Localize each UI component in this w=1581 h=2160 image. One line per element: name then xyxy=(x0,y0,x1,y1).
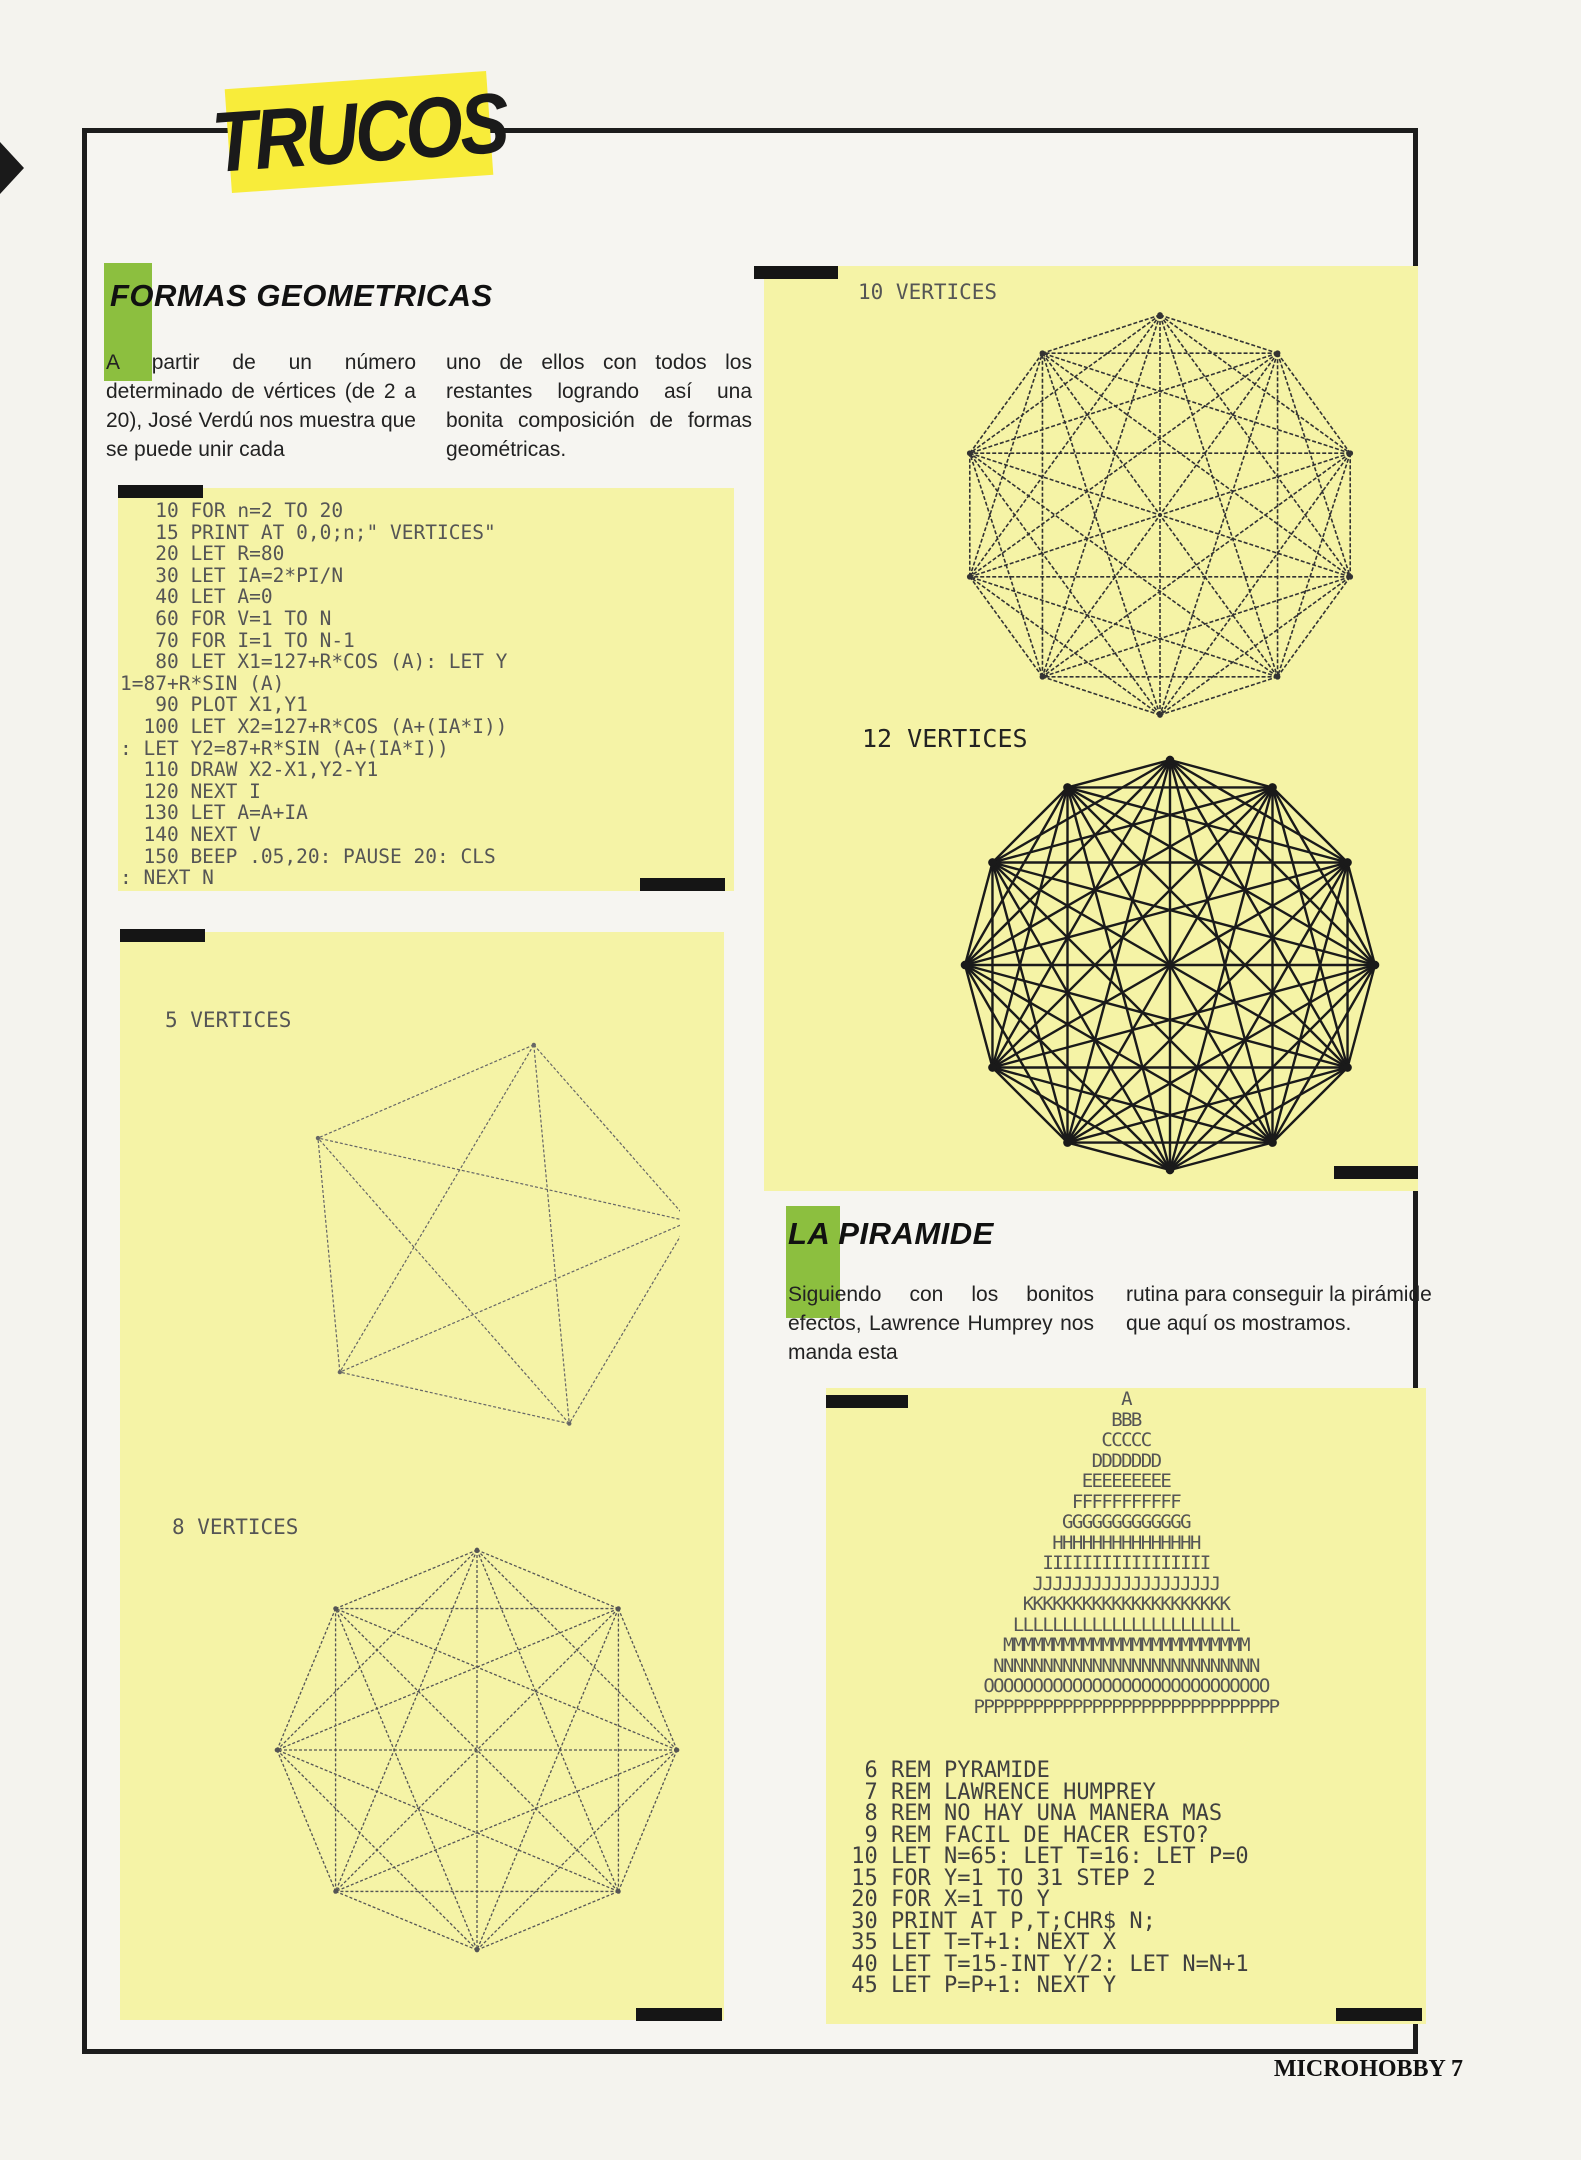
polygon-vertex xyxy=(1347,450,1353,456)
panel-tab xyxy=(120,929,205,942)
pyramid-row: CCCCC xyxy=(1101,1429,1151,1451)
panel-tab xyxy=(1336,2008,1422,2021)
polygon-edge xyxy=(1278,577,1351,677)
polygon-vertex xyxy=(1063,1138,1072,1147)
pyramid-row: PPPPPPPPPPPPPPPPPPPPPPPPPPPPPPP xyxy=(973,1695,1279,1718)
pyramid-row: FFFFFFFFFFF xyxy=(1071,1490,1181,1513)
polygon-edge xyxy=(336,1750,677,1891)
polygon-figure-8 xyxy=(272,1530,682,1970)
article2-column2: rutina para conseguir la pirámide que aquí os mostramos. xyxy=(1126,1283,1432,1335)
polygon-edge xyxy=(1160,315,1350,577)
polygon-edge xyxy=(970,315,1160,577)
polygon-vertex xyxy=(1343,1063,1352,1072)
polygon-vertex xyxy=(616,1606,621,1611)
polygon-edge xyxy=(1160,677,1278,715)
polygon-edge xyxy=(965,965,1273,1143)
polygon-edge xyxy=(970,453,1160,715)
panel-tab xyxy=(118,485,203,498)
polygon-figure-5 xyxy=(300,1020,680,1460)
polygon-vertex xyxy=(338,1370,342,1374)
polygon-edge xyxy=(970,577,1043,677)
polygon-vertex xyxy=(1268,783,1277,792)
polygon-edge xyxy=(318,1138,340,1372)
polygon-edge xyxy=(340,1372,569,1423)
panel-tab xyxy=(640,878,725,891)
polygon-vertex xyxy=(275,1748,280,1753)
section-title: TRUCOS xyxy=(208,74,510,190)
figure-label-8: 8 VERTICES xyxy=(172,1515,299,1539)
polygon-edge xyxy=(970,453,1043,677)
figure-label-12: 12 VERTICES xyxy=(862,724,1028,753)
polygon-vertex xyxy=(475,1548,480,1553)
polygon-edge xyxy=(970,353,1043,577)
polygon-vertex xyxy=(1040,350,1046,356)
pyramid-row: IIIIIIIIIIIIIIIII xyxy=(1042,1552,1210,1574)
polygon-vertex xyxy=(333,1889,338,1894)
polygon-vertex xyxy=(616,1889,621,1894)
polygon-edge xyxy=(477,1609,618,1950)
polygon-edge xyxy=(1068,787,1376,965)
polygon-edge xyxy=(970,353,1043,453)
pyramid-row: BBB xyxy=(1111,1408,1141,1431)
polygon-vertex xyxy=(988,1063,997,1072)
page-footer: MICROHOBBY 7 xyxy=(1273,2056,1463,2082)
polygon-edge xyxy=(970,577,1278,677)
polygon-edge xyxy=(1278,353,1351,453)
polygon-edge xyxy=(1160,315,1278,353)
article2-title: LA PIRAMIDE xyxy=(788,1216,994,1251)
pyramid-row: JJJJJJJJJJJJJJJJJJJ xyxy=(1032,1572,1220,1595)
polygon-edge xyxy=(336,1609,477,1950)
polygon-vertex xyxy=(532,1043,536,1047)
polygon-figure-10 xyxy=(950,300,1370,730)
polygon-edge xyxy=(970,353,1278,453)
polygon-edge xyxy=(1042,353,1350,453)
polygon-edge xyxy=(618,1750,677,1891)
polygon-edge xyxy=(569,1221,680,1423)
polygon-edge xyxy=(970,453,1278,677)
polygon-vertex xyxy=(1275,674,1281,680)
polygon-edge xyxy=(336,1609,677,1750)
polygon-edge xyxy=(318,1138,569,1424)
polygon-edge xyxy=(970,577,1160,715)
polygon-vertex xyxy=(967,450,973,456)
figure-label-5: 5 VERTICES xyxy=(165,1008,292,1032)
polygon-edge xyxy=(992,863,1170,1171)
polygon-edge xyxy=(477,1550,618,1609)
polygon-edge xyxy=(318,1045,534,1138)
panel-tab xyxy=(754,266,838,279)
polygon-vertex xyxy=(1371,961,1380,970)
polygon-edge xyxy=(1042,677,1160,715)
polygon-vertex xyxy=(1347,574,1353,580)
article1-title: FORMAS GEOMETRICAS xyxy=(110,278,493,313)
margin-arrow-icon xyxy=(0,142,24,194)
polygon-edge xyxy=(477,1550,618,1891)
polygon-vertex xyxy=(475,1948,480,1953)
polygon-vertex xyxy=(316,1136,320,1140)
polygon-edge xyxy=(1160,453,1350,715)
article1-column2: uno de ellos con todos los restantes logrando así una bonita composición de formas geométricas. xyxy=(446,351,752,461)
pyramid-row: EEEEEEEEE xyxy=(1081,1470,1171,1492)
pyramid-row: A xyxy=(1121,1388,1131,1410)
polygon-edge xyxy=(1042,577,1350,677)
polygon-vertex xyxy=(675,1748,680,1753)
polygon-vertex xyxy=(967,574,973,580)
pyramid-row: KKKKKKKKKKKKKKKKKKKKK xyxy=(1022,1593,1230,1615)
pyramid-row: LLLLLLLLLLLLLLLLLLLLLLL xyxy=(1012,1613,1240,1636)
polygon-vertex xyxy=(961,961,970,970)
section-banner xyxy=(208,71,510,193)
pyramid-row: HHHHHHHHHHHHHHH xyxy=(1052,1531,1200,1554)
polygon-edge xyxy=(1042,315,1160,353)
polygon-vertex xyxy=(1157,712,1163,718)
polygon-edge xyxy=(340,1221,680,1372)
pyramid-row: MMMMMMMMMMMMMMMMMMMMMMMMM xyxy=(1003,1634,1249,1656)
basic-listing-geometric: 10 FOR n=2 TO 20 15 PRINT AT 0,0;n;" VERTICES" 20 LET R=80 30 LET IA=2*PI/N 40 LET A=0 60 FOR V=1 TO N 70 FOR I=1 TO N-1 80 LET X1=127+R*COS (A): LET Y 1=87+R*SIN (A) 90 PLOT X1,Y1 100 LET X2=127+R*COS (A+(IA*I)) : LET Y2=87+R*SIN (A+(IA*I)) 110 DRAW X2-X1,Y2-Y1 120 NEXT I 130 LET A=A+IA 140 NEXT V 150 BEEP .05,20: PAUSE 20: CLS : NEXT N xyxy=(120,499,508,890)
polygon-figure-12 xyxy=(960,740,1380,1190)
polygon-edge xyxy=(277,1750,618,1891)
polygon-vertex xyxy=(333,1606,338,1611)
polygon-edge xyxy=(618,1609,677,1750)
basic-listing-pyramid: 6 REM PYRAMIDE 7 REM LAWRENCE HUMPREY 8 REM NO HAY UNA MANERA MAS 9 REM FACIL DE HACER ESTO? 10 LET N=65: LET T=16: LET P=0 15 FOR Y=1 TO 31 STEP 2 20 FOR X=1 TO Y 30 PRINT AT P,T;CHR$ N; 35 LET T=T+1: NEXT X 40 LET T=15-INT Y/2: LET N=N+1 45 LET P=P+1: NEXT Y xyxy=(851,1758,1249,1998)
pyramid-row: OOOOOOOOOOOOOOOOOOOOOOOOOOOOO xyxy=(983,1675,1269,1697)
panel-tab xyxy=(636,2008,722,2021)
polygon-edge xyxy=(534,1045,569,1424)
figure-label-10: 10 VERTICES xyxy=(858,280,998,304)
polygon-vertex xyxy=(988,858,997,867)
polygon-edge xyxy=(318,1138,680,1221)
polygon-edge xyxy=(336,1550,477,1891)
polygon-vertex xyxy=(1268,1138,1277,1147)
article2-column1: Siguiendo con los bonitos efectos, Lawrence Humprey nos manda esta xyxy=(788,1283,1094,1364)
polygon-vertex xyxy=(1157,312,1163,318)
polygon-vertex xyxy=(567,1421,571,1425)
article1-column1: A partir de un número determinado de vértices (de 2 a 20), José Verdú nos muestra que se puede unir cada xyxy=(106,351,416,461)
pyramid-row: DDDDDDD xyxy=(1091,1449,1161,1472)
polygon-vertex xyxy=(1166,1166,1175,1175)
polygon-vertex xyxy=(1343,858,1352,867)
pyramid-row: NNNNNNNNNNNNNNNNNNNNNNNNNNN xyxy=(993,1654,1259,1677)
polygon-vertex xyxy=(1166,756,1175,765)
polygon-edge xyxy=(336,1891,477,1950)
polygon-edge xyxy=(277,1609,618,1750)
polygon-vertex xyxy=(1040,674,1046,680)
polygon-edge xyxy=(340,1045,534,1372)
pyramid-row: GGGGGGGGGGGGG xyxy=(1062,1511,1190,1533)
polygon-edge xyxy=(534,1045,680,1221)
polygon-vertex xyxy=(1063,783,1072,792)
polygon-vertex xyxy=(1275,350,1281,356)
polygon-edge xyxy=(336,1550,477,1609)
